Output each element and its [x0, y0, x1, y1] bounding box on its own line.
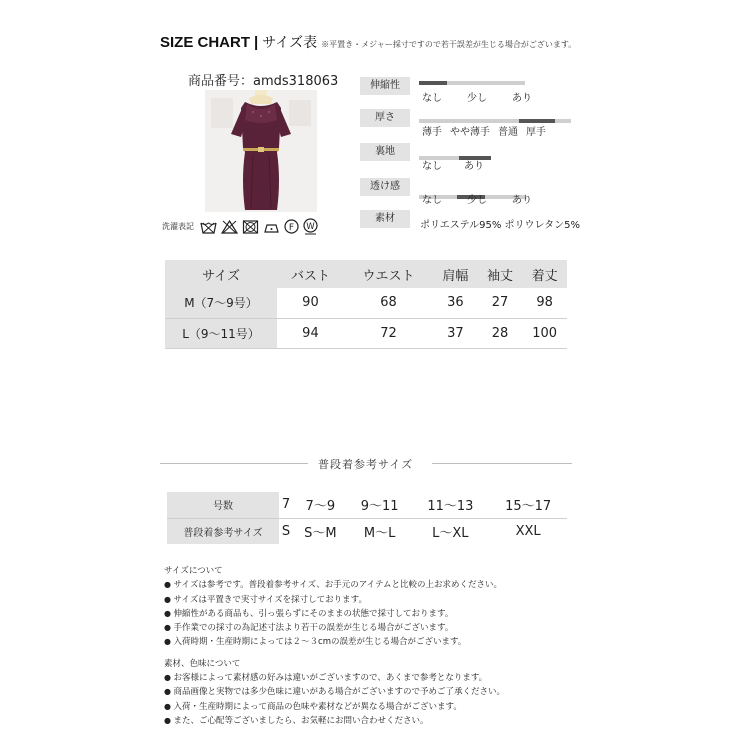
- thickness-ticks: [422, 123, 572, 138]
- wet-clean-w-icon: [303, 218, 318, 235]
- cell: 37: [433, 318, 478, 348]
- care-label: 洗濯表記: [162, 222, 194, 231]
- attr-thickness-label: 厚さ: [360, 109, 410, 127]
- tick: あり: [512, 93, 532, 104]
- care-labels: [162, 218, 318, 235]
- header-size: サイズ: [165, 260, 277, 288]
- tick: なし: [422, 161, 442, 172]
- product-number: 商品番号：amds318063: [188, 74, 339, 89]
- header-shoulder: 肩幅: [433, 260, 478, 288]
- attr-sheerness-label: 透け感: [360, 178, 410, 196]
- cell: 27: [478, 288, 523, 318]
- attr-lining: [360, 143, 410, 161]
- title-en: SIZE CHART: [160, 34, 250, 51]
- product-photo: [205, 90, 317, 212]
- cell: M〜L: [363, 525, 396, 541]
- list-item: ● 商品画像と実物では多少色味に違いがある場合がございますので予めご了承ください。: [164, 685, 505, 699]
- stretch-level: [419, 81, 447, 85]
- cell: 72: [344, 318, 433, 348]
- table-row: [167, 492, 567, 518]
- tick: 薄手: [422, 127, 442, 138]
- list-item: ● サイズは参考です。普段着参考サイズ、お手元のアイテムと比較の上お求めください。: [164, 578, 505, 592]
- divider-left: [160, 463, 308, 464]
- cell: 68: [344, 288, 433, 318]
- no-tumble-dry-icon: [242, 220, 259, 234]
- tick: 少し: [467, 195, 487, 206]
- attr-sheerness: [360, 178, 410, 196]
- attr-material: [360, 210, 410, 228]
- color-notes-heading: 素材、色味について: [164, 658, 241, 669]
- title-ja: サイズ表: [262, 34, 318, 50]
- cell: 94: [277, 318, 344, 348]
- svg-text:W: W: [306, 222, 315, 232]
- cell: 90: [277, 288, 344, 318]
- row-label-reference: 普段着参考サイズ: [167, 518, 279, 544]
- sheerness-ticks: [422, 191, 532, 206]
- attr-stretch: [360, 77, 410, 95]
- dress-illustration: [205, 90, 317, 212]
- header-length: 着丈: [522, 260, 567, 288]
- list-item: ● 入荷時期・生産時期によっては２〜３cmの誤差が生じる場合がございます。: [164, 635, 505, 649]
- material-value: ポリエステル95% ポリウレタン5%: [420, 220, 580, 231]
- cell: 15〜17: [489, 492, 567, 518]
- cell: S〜M: [304, 525, 337, 541]
- attr-material-label: 素材: [360, 210, 410, 228]
- attr-lining-label: 裏地: [360, 143, 410, 161]
- row-size-label: M（7〜9号）: [165, 288, 277, 318]
- dry-clean-f-icon: [284, 219, 299, 234]
- hand-wash-icon: [200, 220, 217, 234]
- header-sleeve: 袖丈: [478, 260, 523, 288]
- tick: やや薄手: [450, 127, 490, 138]
- tick: あり: [464, 161, 484, 172]
- tick: あり: [512, 195, 532, 206]
- stretch-bar: [419, 81, 525, 85]
- size-table: [165, 260, 567, 349]
- tick: なし: [422, 93, 442, 104]
- list-item: ● 入荷・生産時期によって商品の色味や素材などが異なる場合がございます。: [164, 700, 505, 714]
- cell: 11〜13: [412, 492, 490, 518]
- row-label-gousu: 号数: [167, 492, 279, 518]
- list-item: ● お客様によって素材感の好みは違いがございますので、あくまで参考となります。: [164, 671, 505, 685]
- svg-text:F: F: [288, 223, 295, 233]
- list-item: ● また、ご心配等ございましたら、お気軽にお問い合わせください。: [164, 714, 505, 728]
- no-bleach-icon: [221, 220, 238, 234]
- cell: 100: [522, 318, 567, 348]
- attr-stretch-label: 伸縮性: [360, 77, 410, 95]
- cell: XXL: [515, 523, 541, 539]
- size-table-header: [165, 260, 567, 288]
- cell: 9〜11: [348, 492, 412, 518]
- tick: 厚手: [526, 127, 546, 138]
- cell: 28: [478, 318, 523, 348]
- table-row: [165, 288, 567, 318]
- reference-title: 普段着参考サイズ: [318, 458, 414, 471]
- notes-section: [164, 564, 505, 728]
- cell: S: [281, 523, 291, 539]
- cell: L〜XL: [432, 525, 469, 541]
- lining-ticks: [422, 157, 484, 172]
- table-row: [167, 518, 567, 544]
- attr-thickness: [360, 109, 410, 127]
- row-size-label: L（9〜11号）: [165, 318, 277, 348]
- size-chart-title: [160, 32, 576, 52]
- cell: 36: [433, 288, 478, 318]
- reference-table: [167, 492, 567, 544]
- list-item: ● 手作業での採寸の為記述寸法より若干の誤差が生じる場合がございます。: [164, 621, 505, 635]
- stretch-ticks: [422, 89, 532, 104]
- header-waist: ウエスト: [344, 260, 433, 288]
- measurement-note: ※平置き・メジャー採寸ですので若干誤差が生じる場合がございます。: [321, 40, 577, 49]
- list-item: ● 伸縮性がある商品も、引っ張らずにそのままの状態で採寸しております。: [164, 607, 505, 621]
- cell: 7: [279, 492, 293, 518]
- table-row: [165, 318, 567, 348]
- title-separator: |: [254, 34, 259, 51]
- cell: 7〜9: [293, 492, 348, 518]
- tick: 普通: [498, 127, 518, 138]
- cell: 98: [522, 288, 567, 318]
- divider-right: [432, 463, 572, 464]
- header-bust: バスト: [277, 260, 344, 288]
- iron-icon: [263, 220, 280, 234]
- tick: なし: [422, 195, 442, 206]
- list-item: ● サイズは平置きで実寸サイズを採寸しております。: [164, 593, 505, 607]
- size-notes-heading: サイズについて: [164, 566, 223, 576]
- tick: 少し: [467, 93, 487, 104]
